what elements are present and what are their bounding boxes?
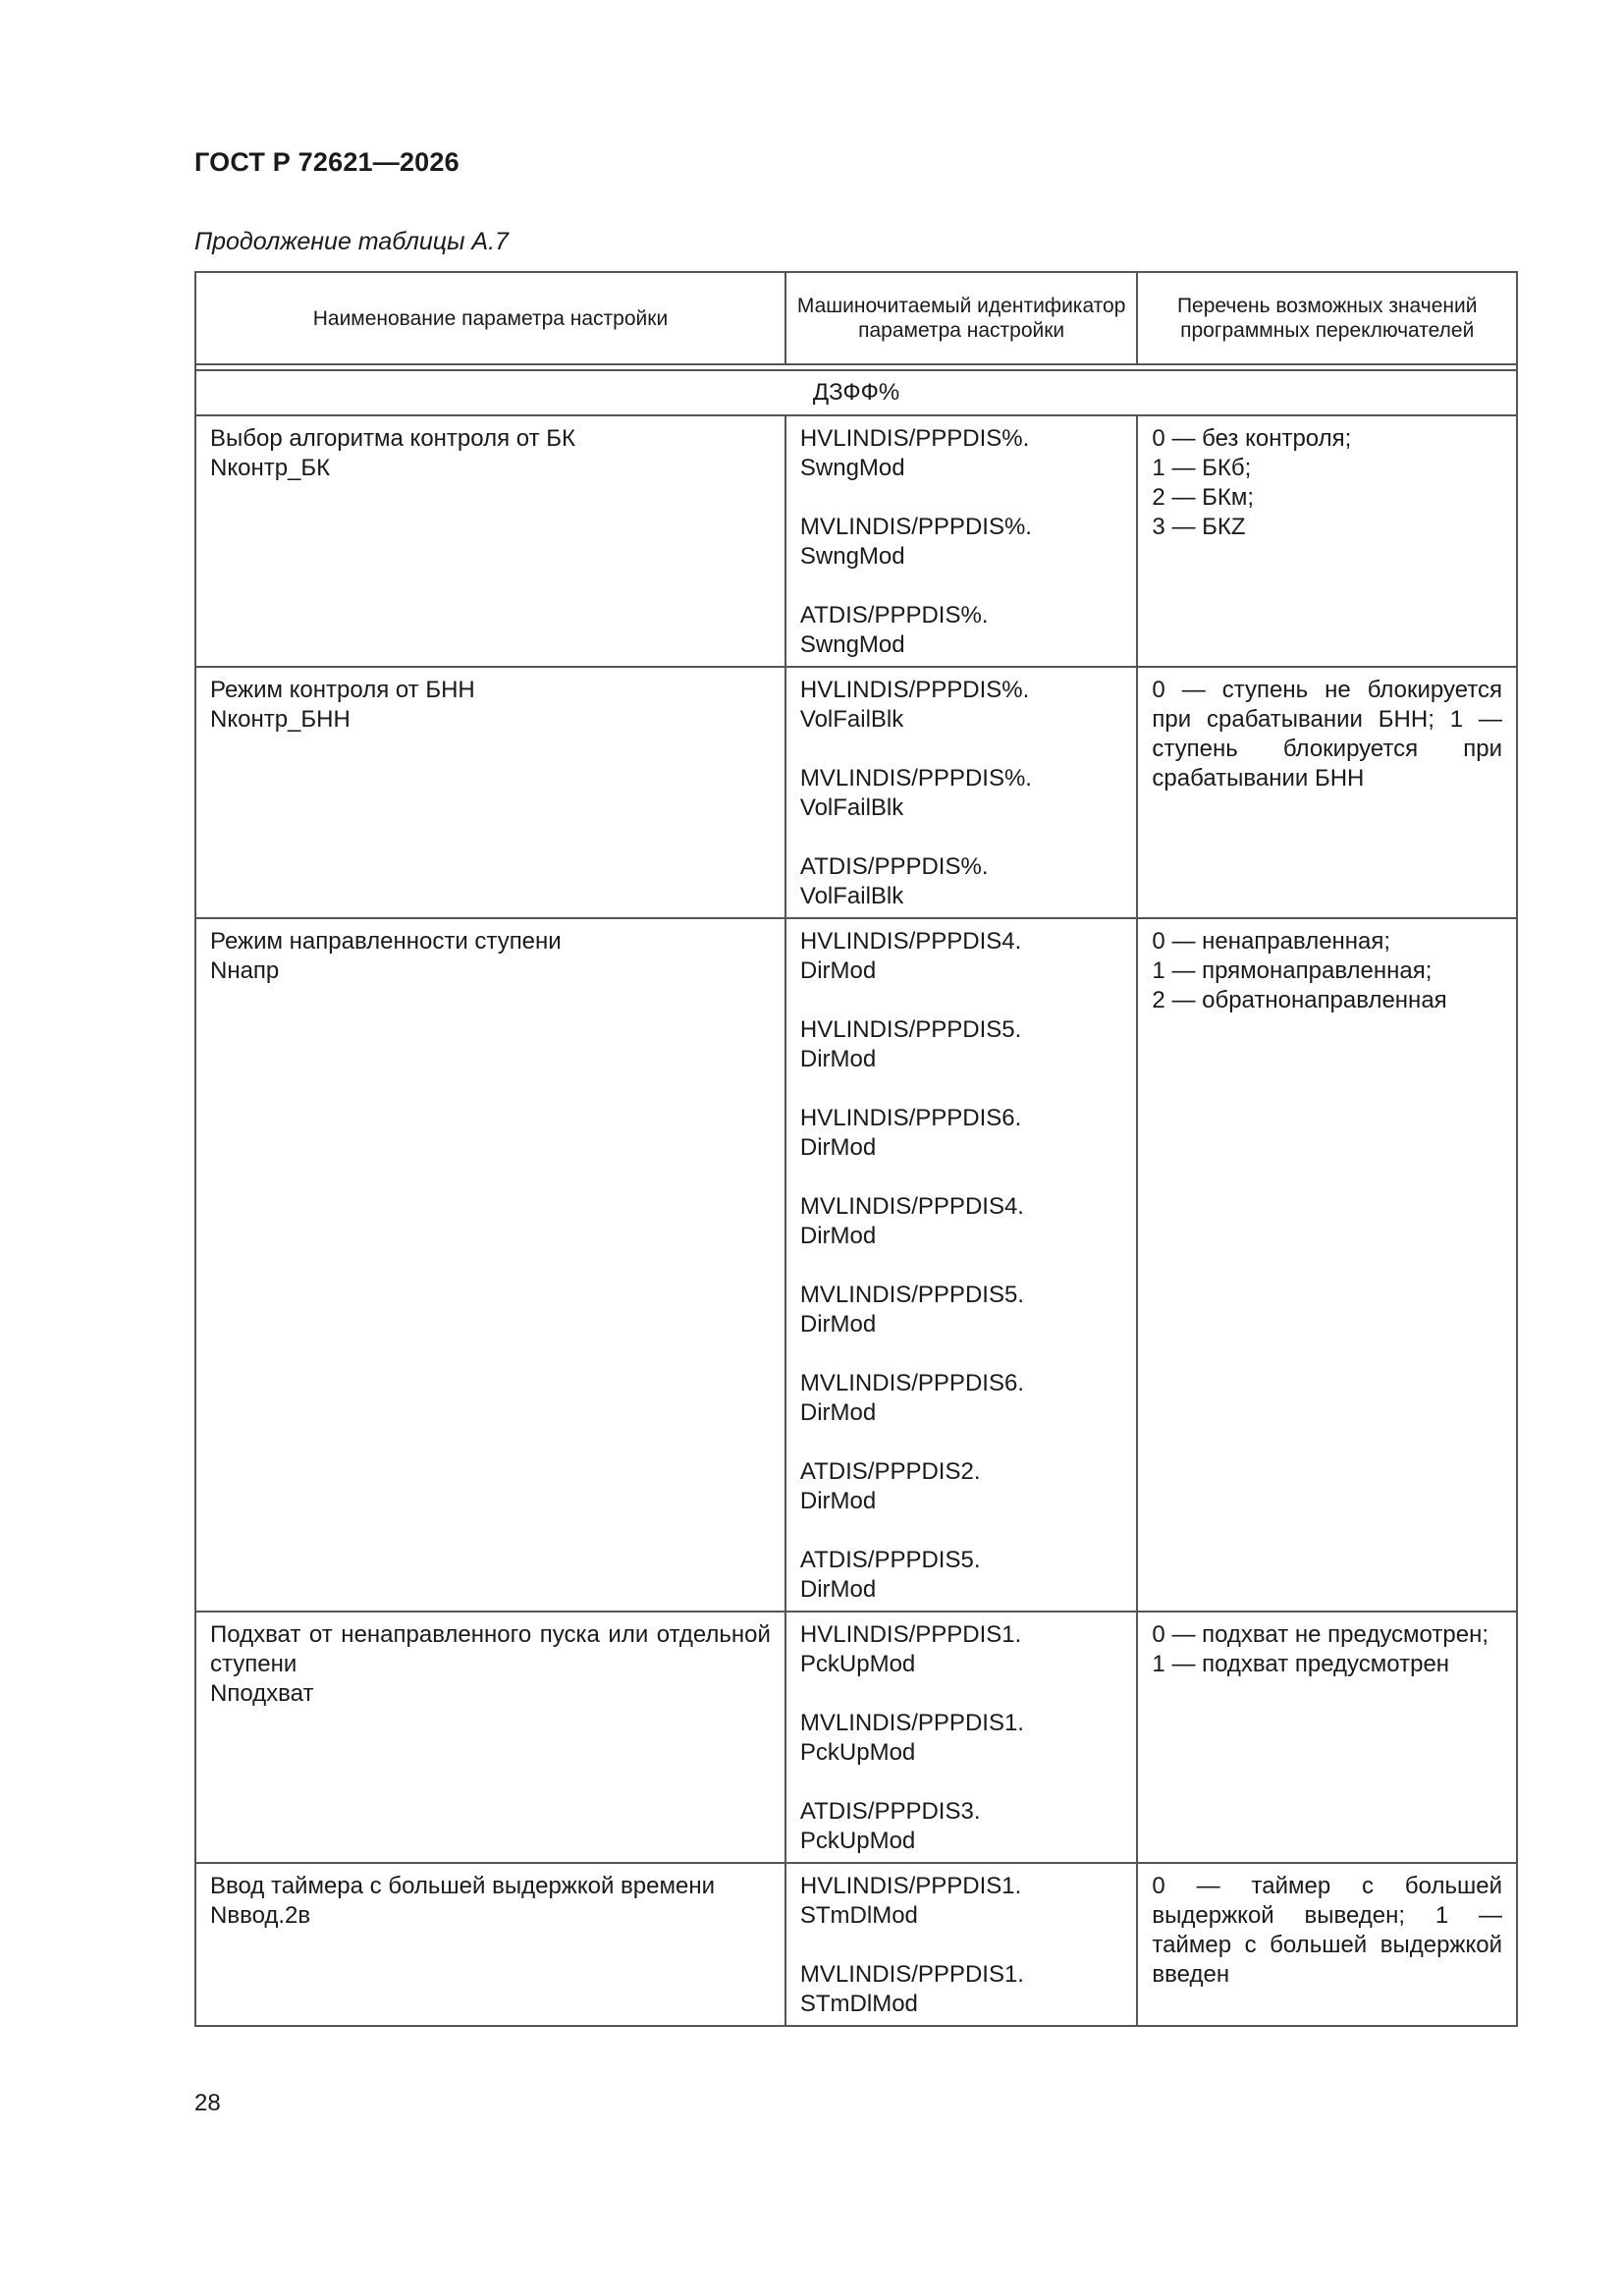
parameter-code: Nнапр <box>210 957 280 984</box>
parameter-name: Ввод таймера с большей выдержкой времени <box>210 1873 715 1899</box>
table-row <box>195 1863 1517 2026</box>
identifier-attribute: SwngMod <box>799 543 905 570</box>
column-header-identifier: Машиночитаемый идентификатор параметра настройки <box>785 272 1138 364</box>
identifier-path: MVLINDIS/PPPDIS5. <box>799 1282 1024 1308</box>
identifier-path: HVLINDIS/PPPDIS4. <box>799 928 1022 955</box>
identifier-path: MVLINDIS/PPPDIS%. <box>799 765 1032 792</box>
identifier-entry <box>800 1104 1123 1163</box>
identifier-attribute: SwngMod <box>799 455 905 481</box>
parameter-name: Подхват от ненаправленного пуска или отдельной ступени <box>210 1621 771 1677</box>
identifier-attribute: STmDlMod <box>799 1902 918 1929</box>
identifier-attribute: VolFailBlk <box>799 794 904 821</box>
identifier-path: ATDIS/PPPDIS%. <box>799 853 989 880</box>
identifier-entry <box>800 1546 1123 1605</box>
values-cell <box>1137 918 1517 1612</box>
values-cell <box>1137 1612 1517 1863</box>
parameters-table-wrapper <box>194 271 1518 2027</box>
identifier-path: MVLINDIS/PPPDIS6. <box>799 1370 1024 1396</box>
identifier-entry <box>800 1015 1123 1074</box>
identifier-entry <box>800 424 1123 483</box>
identifier-attribute: PckUpMod <box>799 1828 916 1854</box>
values-cell: 0 — таймер с большей выдержкой выведен; 1 — таймер с большей выдержкой введен <box>1137 1863 1517 2026</box>
parameter-code: Nконтр_БНН <box>210 706 351 733</box>
identifier-entry <box>800 1872 1123 1931</box>
identifier-path: HVLINDIS/PPPDIS%. <box>799 677 1030 703</box>
identifier-entry <box>800 1369 1123 1428</box>
value-option: 0 — подхват не предусмотрен; <box>1152 1621 1488 1648</box>
identifier-attribute: VolFailBlk <box>799 883 904 909</box>
identifier-entry <box>800 676 1123 735</box>
group-title: ДЗФФ% <box>195 370 1517 415</box>
identifier-entry <box>800 1960 1123 2019</box>
identifier-attribute: DirMod <box>799 1134 877 1161</box>
value-option: 3 — БКZ <box>1152 514 1246 540</box>
identifier-attribute: DirMod <box>799 1046 877 1072</box>
column-header-name: Наименование параметра настройки <box>195 272 785 364</box>
column-header-values: Перечень возможных значений программных переключателей <box>1137 272 1517 364</box>
table-row <box>195 667 1517 918</box>
identifier-path: HVLINDIS/PPPDIS1. <box>799 1873 1022 1899</box>
identifier-entry <box>800 1797 1123 1856</box>
identifier-path: MVLINDIS/PPPDIS4. <box>799 1193 1024 1220</box>
identifier-path: ATDIS/PPPDIS5. <box>799 1547 981 1573</box>
identifier-entry <box>800 1709 1123 1768</box>
value-option: 0 — ненаправленная; <box>1152 928 1391 955</box>
parameter-code: Nввод.2в <box>210 1902 311 1929</box>
identifier-entry <box>800 927 1123 986</box>
identifier-attribute: STmDlMod <box>799 1991 918 2017</box>
parameter-name-cell <box>195 1612 785 1863</box>
values-cell: 0 — ступень не блокируется при срабатывании БНН; 1 — ступень блокируется при срабатывании БНН <box>1137 667 1517 918</box>
parameter-code: Nконтр_БК <box>210 455 331 481</box>
identifier-attribute: DirMod <box>799 1399 877 1426</box>
value-option: 2 — обратнонаправленная <box>1152 987 1447 1013</box>
identifier-path: ATDIS/PPPDIS2. <box>799 1458 981 1485</box>
identifier-entry <box>800 1457 1123 1516</box>
identifier-path: HVLINDIS/PPPDIS6. <box>799 1105 1022 1131</box>
parameter-name: Выбор алгоритма контроля от БК <box>210 425 575 452</box>
identifier-entry <box>800 513 1123 572</box>
identifier-attribute: DirMod <box>799 1223 877 1249</box>
identifier-attribute: DirMod <box>799 1311 877 1338</box>
parameter-name: Режим направленности ступени <box>210 928 562 955</box>
identifier-cell <box>785 667 1138 918</box>
identifier-cell <box>785 1863 1138 2026</box>
identifier-path: ATDIS/PPPDIS3. <box>799 1798 981 1825</box>
identifier-cell <box>785 1612 1138 1863</box>
parameter-name-cell <box>195 667 785 918</box>
identifier-path: MVLINDIS/PPPDIS1. <box>799 1961 1024 1988</box>
identifier-entry <box>800 764 1123 823</box>
parameters-table <box>194 271 1518 2027</box>
table-row <box>195 415 1517 667</box>
identifier-entry <box>800 601 1123 660</box>
identifier-entry <box>800 1620 1123 1679</box>
document-header: ГОСТ Р 72621—2026 <box>194 147 460 177</box>
identifier-entry <box>800 1192 1123 1251</box>
identifier-attribute: PckUpMod <box>799 1651 916 1677</box>
identifier-cell <box>785 918 1138 1612</box>
parameter-name-cell <box>195 918 785 1612</box>
parameter-code: Nподхват <box>210 1680 314 1707</box>
identifier-path: HVLINDIS/PPPDIS1. <box>799 1621 1022 1648</box>
values-cell <box>1137 415 1517 667</box>
identifier-cell <box>785 415 1138 667</box>
identifier-attribute: SwngMod <box>799 631 905 658</box>
group-row <box>195 370 1517 415</box>
parameter-name-cell <box>195 1863 785 2026</box>
identifier-attribute: DirMod <box>799 1488 877 1514</box>
identifier-entry <box>800 1281 1123 1339</box>
identifier-path: MVLINDIS/PPPDIS%. <box>799 514 1032 540</box>
parameter-name-cell <box>195 415 785 667</box>
table-row <box>195 918 1517 1612</box>
value-option: 1 — прямонаправленная; <box>1152 957 1433 984</box>
identifier-path: MVLINDIS/PPPDIS1. <box>799 1710 1024 1736</box>
identifier-path: HVLINDIS/PPPDIS5. <box>799 1016 1022 1043</box>
value-option: 1 — БКб; <box>1152 455 1252 481</box>
table-row <box>195 1612 1517 1863</box>
parameter-name: Режим контроля от БНН <box>210 677 475 703</box>
value-option: 2 — БКм; <box>1152 484 1255 511</box>
identifier-attribute: DirMod <box>799 1576 877 1603</box>
value-option: 1 — подхват предусмотрен <box>1152 1651 1450 1677</box>
identifier-attribute: DirMod <box>799 957 877 984</box>
page-number: 28 <box>194 2090 221 2116</box>
value-option: 0 — без контроля; <box>1152 425 1352 452</box>
identifier-entry <box>800 852 1123 911</box>
table-header-row <box>195 272 1517 364</box>
table-caption: Продолжение таблицы А.7 <box>194 228 509 255</box>
identifier-attribute: PckUpMod <box>799 1739 916 1766</box>
identifier-path: HVLINDIS/PPPDIS%. <box>799 425 1030 452</box>
identifier-attribute: VolFailBlk <box>799 706 904 733</box>
identifier-path: ATDIS/PPPDIS%. <box>799 602 989 629</box>
